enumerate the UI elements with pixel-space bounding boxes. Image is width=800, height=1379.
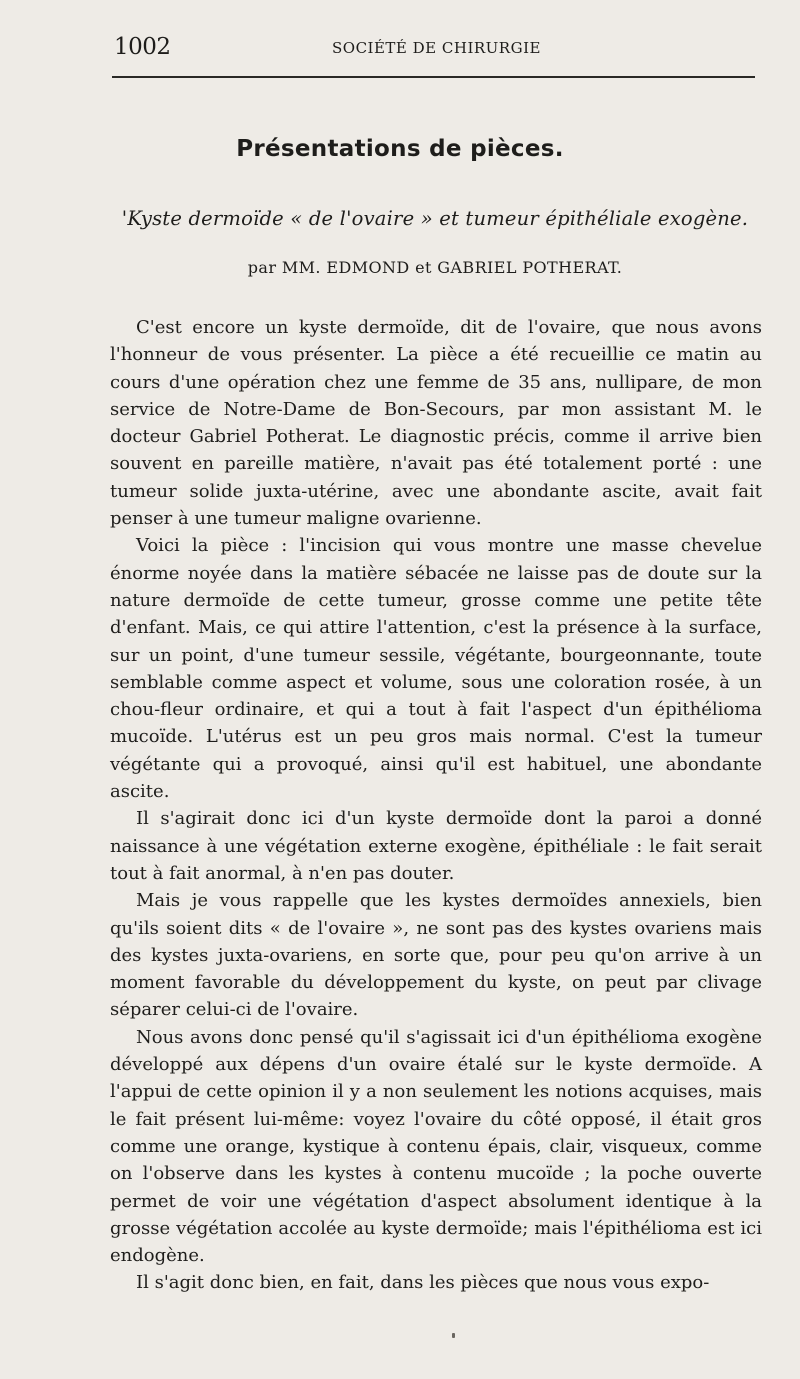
- header-rule: [112, 76, 755, 78]
- section-title: Présentations de pièces.: [236, 136, 564, 162]
- page-number: 1002: [114, 34, 171, 60]
- paragraph: Mais je vous rappelle que les kystes dermoïdes annexiels, bien qu'ils soient dits « de l'ovaire », ne sont pas des kystes ovariens mais des kystes juxta-ovariens, en sorte que, pour peu qu'on arrive à un moment favorable du développement du kyste, on peut par clivage séparer celui-ci de l'ovaire.: [110, 890, 762, 1021]
- running-title: SOCIÉTÉ DE CHIRURGIE: [332, 39, 541, 57]
- article-body: [110, 314, 762, 1297]
- paragraph: Il s'agirait donc ici d'un kyste dermoïde dont la paroi a donné naissance à une végétation externe exogène, épithéliale : le fait serait tout à fait anormal, à n'en pas douter.: [110, 808, 762, 884]
- article-byline: par MM. EDMOND et GABRIEL POTHERAT.: [247, 258, 623, 277]
- print-speck: [452, 1333, 455, 1338]
- paragraph: Nous avons donc pensé qu'il s'agissait ici d'un épithélioma exogène développé aux dépens d'un ovaire étalé sur le kyste dermoïde. A l'appui de cette opinion il y a non seulement les notions acquises, mais le fait présent lui-même: voyez l'ovaire du côté opposé, il était gros comme une orange, kystique à contenu épais, clair, visqueux, comme on l'observe dans les kystes à contenu mucoïde ; la poche ouverte permet de voir une végétation d'aspect absolument identique à la grosse végétation accolée au kyste dermoïde; mais l'épithélioma est ici endogène.: [110, 1026, 762, 1267]
- paragraph: Voici la pièce : l'incision qui vous montre une masse chevelue énorme noyée dans la matière sébacée ne laisse pas de doute sur la nature dermoïde de cette tumeur, grosse comme une petite tête d'enfant. Mais, ce qui attire l'attention, c'est la présence à la surface, sur un point, d'une tumeur sessile, végétante, bourgeonnante, toute semblable comme aspect et volume, sous une coloration rosée, à un chou-fleur ordinaire, et qui a tout à fait l'aspect d'un épithélioma mucoïde. L'utérus est un peu gros mais normal. C'est la tumeur végétante qui a provoqué, ainsi qu'il est habituel, une abondante ascite.: [110, 535, 762, 803]
- paragraph: Il s'agit donc bien, en fait, dans les pièces que nous vous expo-: [136, 1272, 710, 1294]
- article-title: 'Kyste dermoïde « de l'ovaire » et tumeur épithéliale exogène.: [121, 207, 749, 230]
- paragraph: C'est encore un kyste dermoïde, dit de l'ovaire, que nous avons l'honneur de vous présenter. La pièce a été recueillie ce matin au cours d'une opération chez une femme de 35 ans, nullipare, de mon service de Notre-Dame de Bon-Secours, par mon assistant M. le docteur Gabriel Potherat. Le diagnostic précis, comme il arrive bien souvent en pareille matière, n'avait pas été totalement porté : une tumeur solide juxta-utérine, avec une abondante ascite, avait fait penser à une tumeur maligne ovarienne.: [110, 317, 762, 530]
- running-head: [110, 30, 758, 60]
